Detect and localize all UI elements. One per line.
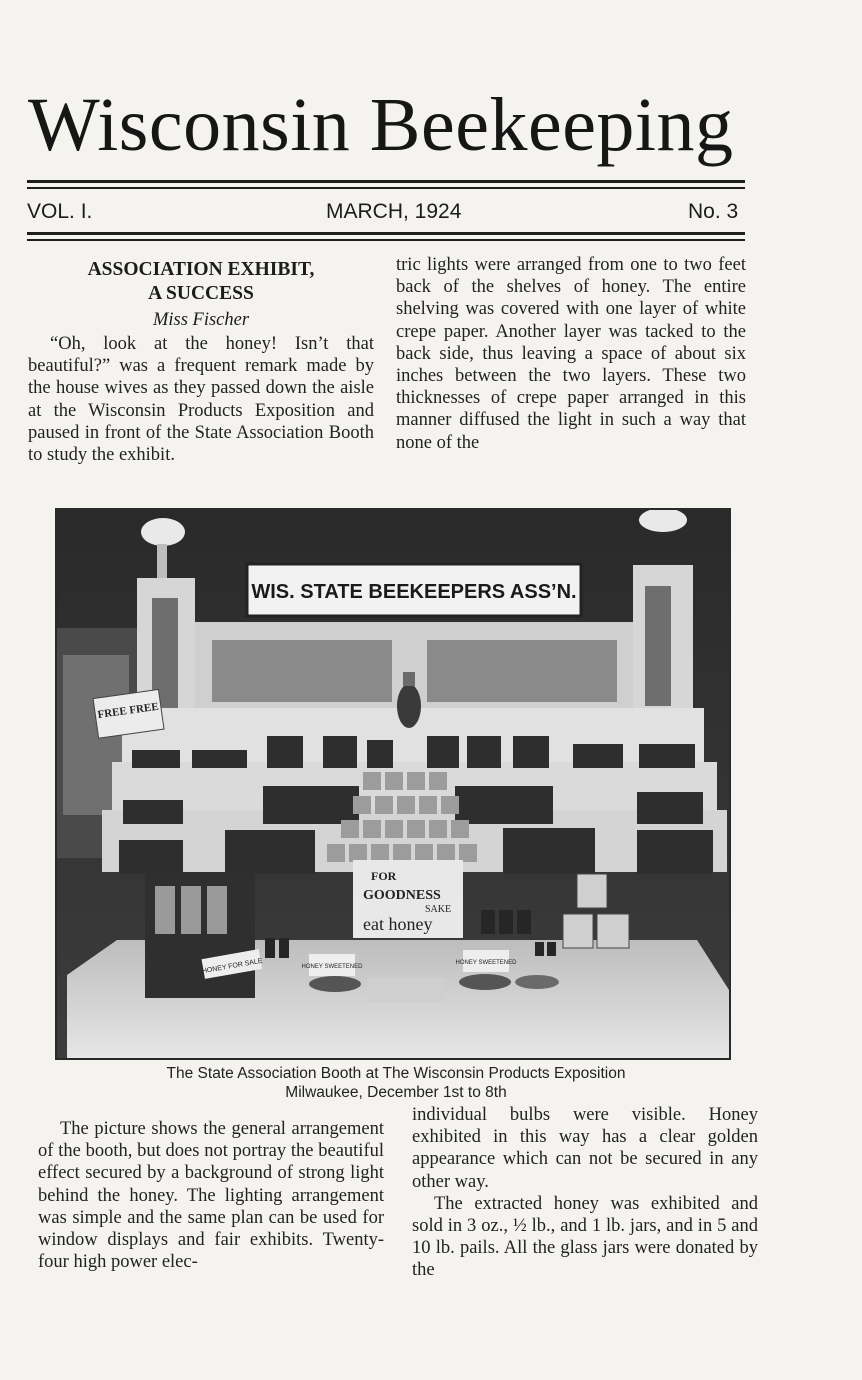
photo-caption bbox=[40, 1064, 752, 1102]
free-sign-text: FREE FREE bbox=[96, 700, 160, 722]
goodness-sign-line4: eat honey bbox=[363, 914, 433, 934]
honey-sweetened-sign-2: HONEY SWEETENED bbox=[455, 960, 517, 966]
booth-photograph bbox=[55, 508, 731, 1060]
article-paragraph: tric lights were arranged from one to two feet back of the shelves of honey. The entire shelving was covered with one layer of white crepe paper. Another layer was tacked to the back side, thus leaving a space of about six inches between the two layers. These two thicknesses of crepe paper arranged in this manner diffused the light in such a way that none of the bbox=[396, 255, 746, 453]
headline-line-2: A SUCCESS bbox=[148, 283, 254, 304]
masthead-rule-top-thin bbox=[27, 187, 745, 189]
article-byline: Miss Fischer bbox=[152, 310, 250, 330]
issue-volume: VOL. I. bbox=[27, 200, 93, 223]
masthead-rule-top bbox=[27, 180, 745, 183]
booth-photo-illustration bbox=[57, 510, 729, 1058]
article-paragraph: The picture shows the general arrangement of the booth, but does not portray the beautiful effect secured by a background of strong light behind the honey. The lighting arrangement was simple and the same plan can be used for window displays and fair exhibits. Twenty-four high power elec- bbox=[38, 1119, 384, 1273]
article-column-2 bbox=[396, 254, 746, 454]
honey-sweetened-sign-1: HONEY SWEETENED bbox=[301, 964, 363, 970]
article-column-4 bbox=[412, 1104, 758, 1282]
masthead-title: Wisconsin Beekeeping bbox=[28, 83, 734, 167]
caption-line-2: Milwaukee, December 1st to 8th bbox=[285, 1084, 507, 1101]
banner-text: WIS. STATE BEEKEEPERS ASS’N. bbox=[251, 581, 577, 603]
issue-date: MARCH, 1924 bbox=[326, 200, 462, 223]
article-paragraph: individual bulbs were visible. Honey exhibited in this way has a clear golden appearance which can not be secured in any other way. bbox=[412, 1105, 758, 1192]
article-paragraph: The extracted honey was exhibited and sold in 3 oz., ½ lb., and 1 lb. jars, and in 5 and 10 lb. pails. All the glass jars were donated by the bbox=[412, 1193, 758, 1281]
issue-number: No. 3 bbox=[688, 200, 739, 223]
article-paragraph: “Oh, look at the honey! Isn’t that beautiful?” was a frequent remark made by the house wives as they passed down the aisle at the Wisconsin Products Exposition and paused in front of the State Association Booth to study the exhibit. bbox=[28, 334, 374, 466]
article-column-3 bbox=[38, 1118, 384, 1273]
article-column-1 bbox=[28, 333, 374, 466]
article-headline bbox=[28, 258, 374, 306]
masthead-rule-bottom-thin bbox=[27, 239, 745, 241]
caption-line-1: The State Association Booth at The Wisconsin Products Exposition bbox=[166, 1065, 626, 1082]
goodness-sign-line1: FOR bbox=[371, 869, 397, 883]
masthead-rule-bottom bbox=[27, 232, 745, 235]
honey-for-sale-sign: HONEY FOR SALE bbox=[201, 957, 264, 976]
goodness-sign-line2: GOODNESS bbox=[363, 888, 441, 903]
goodness-sign-line3: SAKE bbox=[425, 904, 452, 915]
headline-line-1: ASSOCIATION EXHIBIT, bbox=[87, 259, 315, 280]
